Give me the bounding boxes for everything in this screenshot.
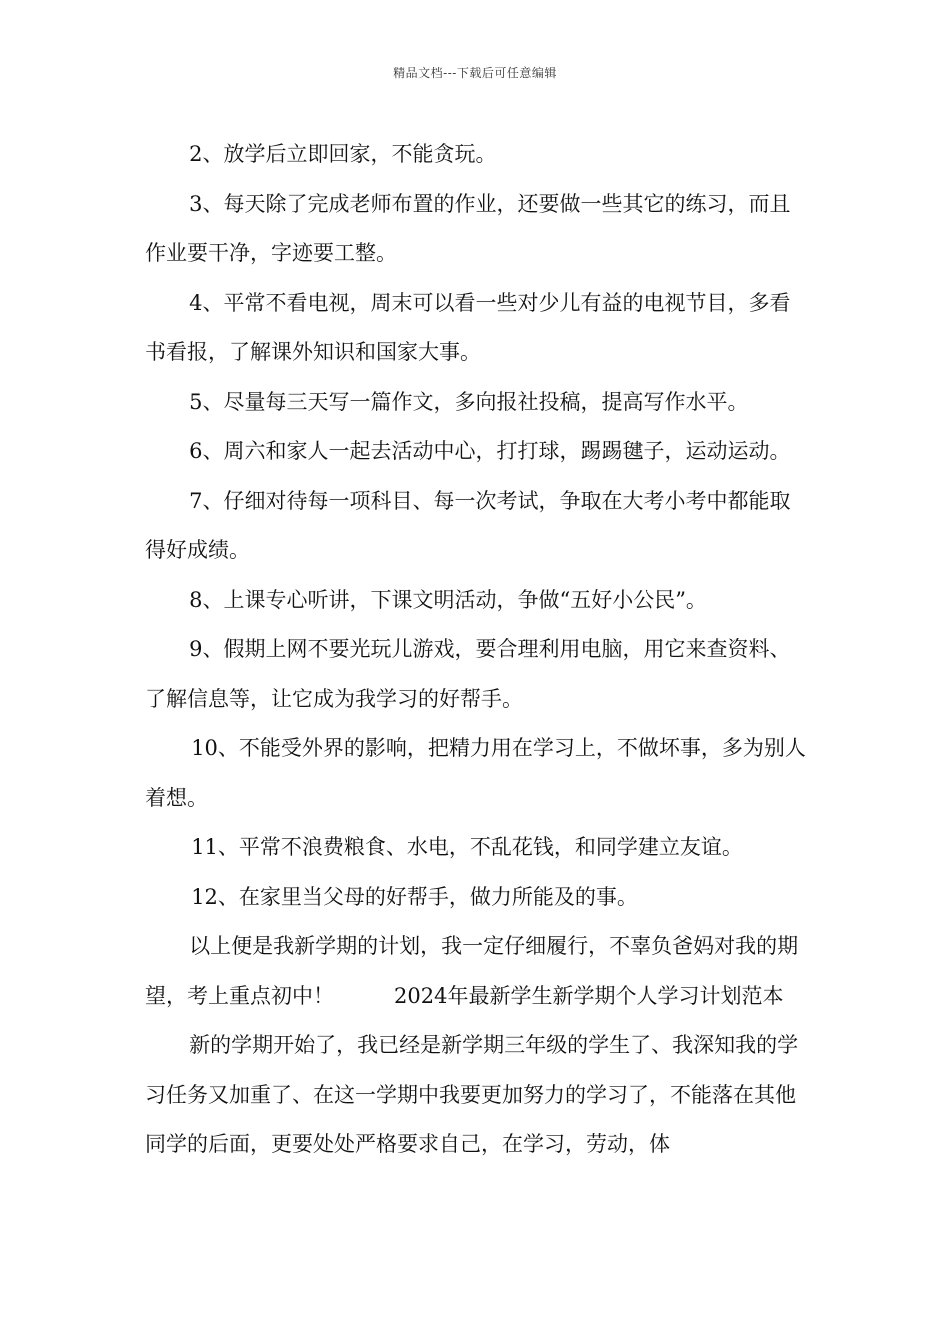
- closing-paragraph: [145, 922, 810, 1021]
- document-body: [145, 130, 810, 1170]
- plan-item-4: 4、平常不看电视，周末可以看一些对少儿有益的电视节目，多看书看报，了解课外知识和国家大事。: [145, 290, 791, 364]
- next-document-title: 2024年最新学生新学期个人学习计划范本: [394, 983, 784, 1008]
- plan-item-6: 6、周六和家人一起去活动中心，打打球，踢踢毽子，运动运动。: [189, 439, 791, 463]
- plan-item-11: 11、平常不浪费粮食、水电，不乱花钱，和同学建立友谊。: [191, 835, 743, 859]
- plan-item-10: 10、不能受外界的影响，把精力用在学习上，不做坏事，多为别人着想。: [145, 736, 806, 810]
- plan-item-9: 9、假期上网不要光玩儿游戏，要合理利用电脑，用它来查资料、了解信息等，让它成为我学习的好帮手。: [145, 637, 791, 711]
- plan-item-12: 12、在家里当父母的好帮手，做力所能及的事。: [191, 884, 638, 909]
- page-header: 精品文档---下载后可任意编辑: [393, 66, 557, 80]
- plan-item-5: 5、尽量每三天写一篇作文，多向报社投稿，提高写作水平。: [189, 389, 749, 414]
- plan-item-7: 7、仔细对待每一项科目、每一次考试，争取在大考小考中都能取得好成绩。: [145, 488, 791, 562]
- plan-item-2: 2、放学后立即回家，不能贪玩。: [189, 142, 497, 166]
- intro-paragraph: 新的学期开始了，我已经是新学期三年级的学生了、我深知我的学习任务又加重了、在这一学期中我要更加努力的学习了，不能落在其他同学的后面，更要处处严格要求自己，在学习，劳动，体: [145, 1033, 799, 1156]
- plan-item-8: 8、上课专心听讲，下课文明活动，争做“五好小公民”。: [189, 587, 707, 612]
- plan-item-3: 3、每天除了完成老师布置的作业，还要做一些其它的练习，而且作业要干净，字迹要工整。: [145, 191, 791, 265]
- closing-text: 以上便是我新学期的计划，我一定仔细履行，不辜负爸妈对我的期望，考上重点初中！: [145, 934, 799, 1008]
